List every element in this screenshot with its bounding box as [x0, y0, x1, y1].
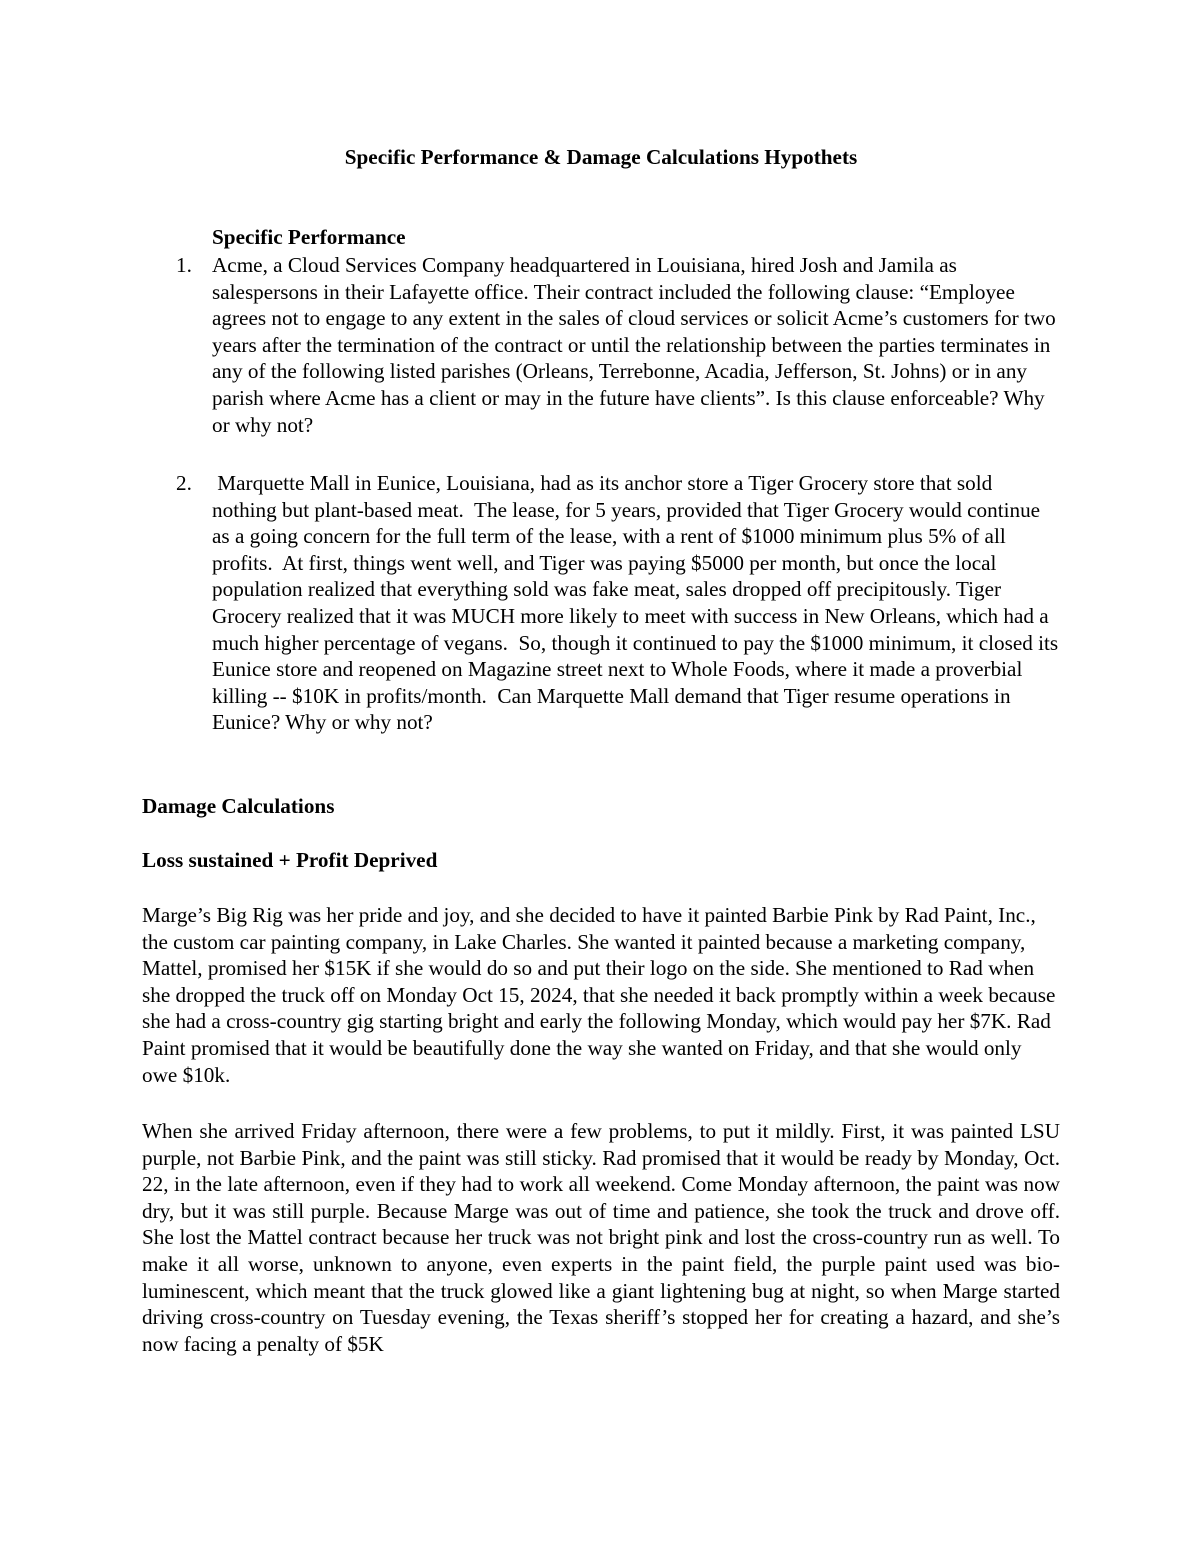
specific-performance-heading: Specific Performance [212, 225, 406, 249]
paragraph: When she arrived Friday afternoon, there were a few problems, to put it mildly. First, it was painted LSU purple, not Barbie Pink, and the paint was still sticky. Rad promised that it would be ready by Monday, Oct. 22, in the late afternoon, even if they had to work all weekend. Come Monday afternoon, the paint was now dry, but it was still purple. Because Marge was out of time and patience, she took the truck and drove off. She lost the Mattel contract because her truck was not bright pink and lost the cross-country run as well. To make it all worse, unknown to anyone, even experts in the paint field, the purple paint used was bio-luminescent, which meant that the truck glowed like a giant lightening bug at night, so when Marge started driving cross-country on Tuesday evening, the Texas sheriff’s stopped her for creating a hazard, and she’s now facing a penalty of $5K [142, 1119, 1060, 1356]
damage-calculations-heading: Damage Calculations [142, 794, 335, 818]
loss-sustained-heading: Loss sustained + Profit Deprived [142, 848, 438, 872]
list-item-text: Marquette Mall in Eunice, Louisiana, had as its anchor store a Tiger Grocery store that sold nothing but plant-based meat. The lease, for 5 years, provided that Tiger Grocery would continue as a going concern for the full term of the lease, with a rent of $1000 minimum plus 5% of all profits. At first, things went well, and Tiger was paying $5000 per month, but once the local population realized that everything sold was fake meat, sales dropped off precipitously. Tiger Grocery realized that it was MUCH more likely to meet with success in New Orleans, which had a much higher percentage of vegans. So, though it continued to pay the $1000 minimum, it closed its Eunice store and reopened on Magazine street next to Whole Foods, where it made a proverbial killing -- $10K in profits/month. Can Marquette Mall demand that Tiger resume operations in Eunice? Why or why not? [212, 471, 1064, 735]
list-item-text: Acme, a Cloud Services Company headquartered in Louisiana, hired Josh and Jamila as salespersons in their Lafayette office. Their contract included the following clause: “Employee agrees not to engage to any extent in the sales of cloud services or solicit Acme’s customers for two years after the termination of the contract or until the relationship between the parties terminates in any of the following listed parishes (Orleans, Terrebonne, Acadia, Jefferson, St. Johns) or in any parish where Acme has a client or may in the future have clients”. Is this clause enforceable? Why or why not? [212, 253, 1056, 437]
document-title: Specific Performance & Damage Calculations Hypothets [344, 145, 858, 169]
list-item [142, 470, 1064, 736]
list-item-number: 2. [176, 471, 192, 495]
paragraph: Marge’s Big Rig was her pride and joy, and she decided to have it painted Barbie Pink by Rad Paint, Inc., the custom car painting company, in Lake Charles. She wanted it painted because a marketing company, Mattel, promised her $15K if she would do so and put their logo on the side. She mentioned to Rad when she dropped the truck off on Monday Oct 15, 2024, that she needed it back promptly within a week because she had a cross-country gig starting bright and early the following Monday, which would pay her $7K. Rad Paint promised that it would be beautifully done the way she wanted on Friday, and that she would only owe $10k. [142, 903, 1056, 1087]
list-item-number: 1. [176, 253, 192, 277]
list-item [142, 252, 1060, 438]
